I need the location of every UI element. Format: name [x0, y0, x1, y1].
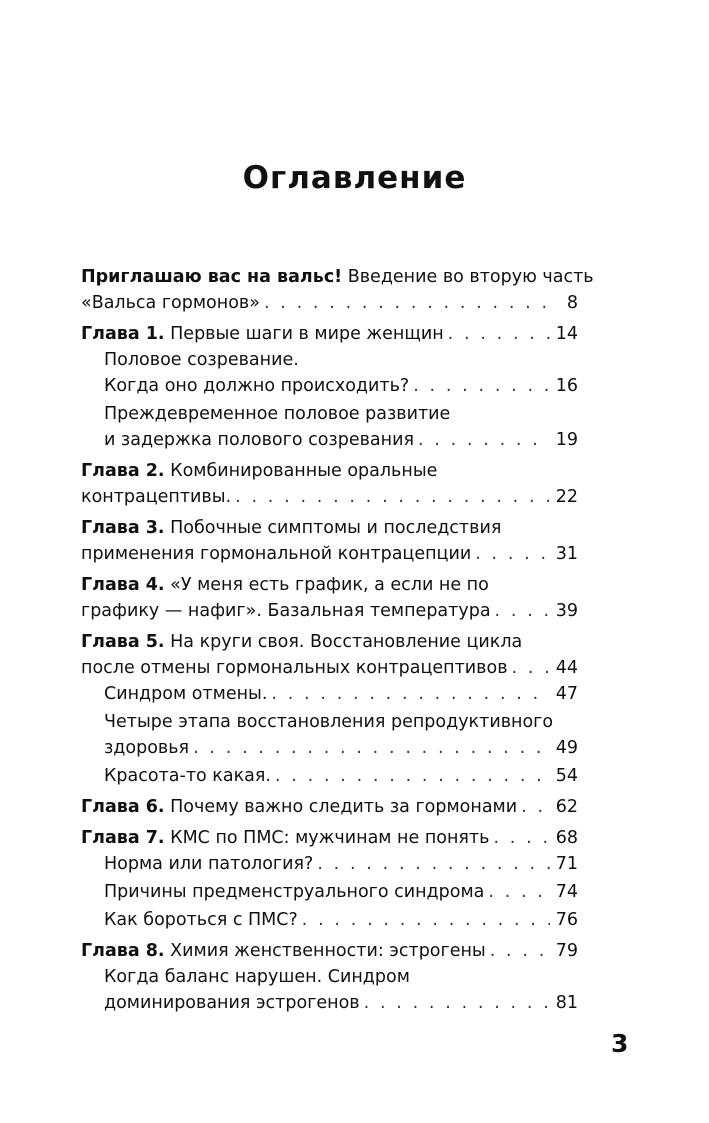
dot-leader: [275, 763, 550, 789]
toc-entry-text: Первые шаги в мире женщин: [164, 324, 444, 344]
toc-entry-text: Когда оно должно происходить?: [104, 376, 410, 396]
toc-entry-line: [81, 825, 578, 851]
toc-entry-line: [81, 794, 578, 820]
toc-page-number: 8: [566, 293, 578, 313]
toc-entry-chapter-5[interactable]: [81, 629, 578, 681]
toc-entry-line: [104, 907, 578, 933]
toc-page-number: 14: [555, 324, 578, 344]
toc-entry-line: [81, 484, 578, 510]
toc-entry-line: [81, 264, 594, 290]
toc-page-number: 54: [555, 766, 578, 786]
toc-entry-text: Половое созревание.: [104, 350, 299, 370]
toc-entry-lead: Глава 5.: [81, 632, 165, 652]
toc-entry-text: после отмены гормональных контрацептивов: [81, 658, 508, 678]
toc-entry-lead: Глава 1.: [81, 324, 165, 344]
dot-leader: [317, 851, 549, 877]
toc-entry-introduction[interactable]: [81, 264, 594, 316]
toc-entry-section[interactable]: [81, 347, 578, 399]
toc-page-number: 19: [555, 430, 578, 450]
toc-entry-text: Синдром отмены.: [104, 684, 268, 704]
toc-entry-chapter-1[interactable]: [81, 321, 578, 347]
toc-entry-line: [81, 629, 578, 655]
toc-entry-text: Красота-то какая.: [104, 766, 271, 786]
dot-leader: [495, 598, 550, 624]
toc-entry-chapter-8[interactable]: [81, 938, 578, 964]
toc-page-number: 49: [555, 738, 578, 758]
toc-entry-text: На круги своя. Восстановление цикла: [164, 632, 523, 652]
toc-entry-text: Как бороться с ПМС?: [104, 910, 298, 930]
toc-entry-lead: Глава 6.: [81, 797, 165, 817]
toc-entry-text: Преждевременное половое развитие: [104, 404, 451, 424]
dot-leader: [521, 794, 550, 820]
toc-entry-line: [104, 373, 578, 399]
toc-entry-line: [104, 964, 578, 990]
toc-page-number: 16: [555, 376, 578, 396]
page-number: 3: [611, 1029, 629, 1058]
toc-entry-chapter-3[interactable]: [81, 515, 578, 567]
toc-page-number: 47: [555, 684, 578, 704]
toc-page-number: 71: [555, 854, 578, 874]
toc-entry-line: [81, 572, 578, 598]
toc-page-number: 31: [555, 544, 578, 564]
toc-entry-line: [104, 709, 578, 735]
page-title: Оглавление: [242, 160, 467, 196]
toc-entry-section[interactable]: [81, 964, 578, 1016]
toc-entry-text: графику — нафиг». Базальная температура: [81, 601, 491, 621]
toc-entry-chapter-2[interactable]: [81, 458, 578, 510]
toc-page-number: 74: [555, 882, 578, 902]
toc-entry-text: Введение во вторую часть: [342, 267, 594, 287]
dot-leader: [235, 484, 550, 510]
toc-entry-lead: Приглашаю вас на вальс!: [81, 267, 343, 287]
toc-entry-section[interactable]: [81, 763, 578, 789]
toc-entry-line: [81, 290, 578, 316]
toc-entry-section[interactable]: [81, 879, 578, 905]
dot-leader: [448, 321, 550, 347]
toc-entry-text: Норма или патология?: [104, 854, 314, 874]
dot-leader: [264, 290, 550, 316]
toc-entry-section[interactable]: [81, 907, 578, 933]
dot-leader: [512, 655, 550, 681]
toc-entry-lead: Глава 4.: [81, 575, 165, 595]
toc-entry-line: [81, 938, 578, 964]
dot-leader: [493, 825, 549, 851]
toc-entry-text: применения гормональной контрацепции: [81, 544, 472, 564]
toc-entry-lead: Глава 2.: [81, 461, 165, 481]
toc-entry-text: «У меня есть график, а если не по: [164, 575, 489, 595]
toc-entry-text: и задержка полового созревания: [104, 430, 414, 450]
toc-entry-text: Причины предменструального синдрома: [104, 882, 485, 902]
toc-entry-line: [104, 851, 578, 877]
dot-leader: [418, 427, 550, 453]
dot-leader: [475, 541, 550, 567]
toc-entry-chapter-6[interactable]: [81, 794, 578, 820]
toc-entry-text: здоровья: [104, 738, 190, 758]
toc-entry-line: [104, 427, 578, 453]
toc-page-number: 22: [555, 487, 578, 507]
toc-entry-text: доминирования эстрогенов: [104, 993, 360, 1013]
toc-entry-line: [104, 763, 578, 789]
dot-leader: [271, 681, 549, 707]
toc-entry-section[interactable]: [81, 401, 578, 453]
toc-entry-line: [81, 541, 578, 567]
toc-entry-lead: Глава 3.: [81, 518, 165, 538]
toc-page-number: 68: [555, 828, 578, 848]
toc-entry-section[interactable]: [81, 681, 578, 707]
toc-entry-chapter-7[interactable]: [81, 825, 578, 851]
toc-entry-chapter-4[interactable]: [81, 572, 578, 624]
toc-page-number: 79: [555, 941, 578, 961]
toc-entry-text: Почему важно следить за гормонами: [164, 797, 518, 817]
toc-entry-text: Комбинированные оральные: [164, 461, 438, 481]
toc-entry-line: [104, 681, 578, 707]
dot-leader: [488, 879, 549, 905]
toc-entry-text: Четыре этапа восстановления репродуктивного: [104, 712, 554, 732]
toc-page-number: 62: [555, 797, 578, 817]
toc-entry-text: Когда баланс нарушен. Синдром: [104, 967, 410, 987]
toc-entry-line: [104, 401, 578, 427]
toc-entry-lead: Глава 7.: [81, 828, 165, 848]
dot-leader: [490, 938, 550, 964]
toc-entry-line: [104, 735, 578, 761]
toc-entry-section[interactable]: [81, 709, 578, 761]
toc-entry-lead: Глава 8.: [81, 941, 165, 961]
toc-entry-line: [81, 321, 578, 347]
toc-entry-line: [104, 990, 578, 1016]
toc-entry-text: Химия женственности: эстрогены: [164, 941, 486, 961]
toc-page-number: 81: [555, 993, 578, 1013]
toc-entry-line: [104, 879, 578, 905]
toc-entry-text: «Вальса гормонов»: [81, 293, 260, 313]
dot-leader: [364, 990, 550, 1016]
toc-entry-line: [81, 598, 578, 624]
toc-entry-text: контрацептивы.: [81, 487, 232, 507]
toc-entry-line: [81, 655, 578, 681]
dot-leader: [193, 735, 550, 761]
toc-entry-line: [81, 515, 578, 541]
toc-entry-text: Побочные симптомы и последствия: [164, 518, 502, 538]
table-of-contents: [81, 264, 594, 1016]
dot-leader: [413, 373, 550, 399]
toc-page-number: 44: [555, 658, 578, 678]
toc-entry-line: [81, 458, 578, 484]
toc-entry-section[interactable]: [81, 851, 578, 877]
toc-entry-text: КМС по ПМС: мужчинам не понять: [164, 828, 490, 848]
toc-page-number: 76: [555, 910, 578, 930]
toc-entry-line: [104, 347, 578, 373]
dot-leader: [302, 907, 550, 933]
toc-page-number: 39: [555, 601, 578, 621]
